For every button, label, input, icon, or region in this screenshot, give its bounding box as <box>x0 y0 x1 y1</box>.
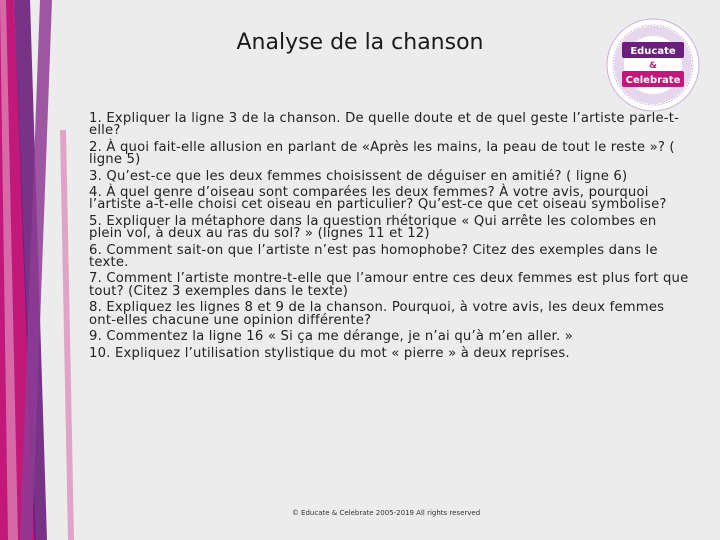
question-8: 8. Expliquez les lignes 8 et 9 de la chanson. Pourquoi, à votre avis, les deux femmes ont-elles chacune une opinion différente? <box>89 300 665 328</box>
ribbon-pink <box>60 130 74 540</box>
question-list <box>89 113 689 364</box>
copyright-footer: © Educate & Celebrate 2005-2019 All rights reserved <box>291 509 481 517</box>
question-10: 10. Expliquez l’utilisation stylistique du mot « pierre » à deux reprises. <box>89 345 570 361</box>
logo-amp: & <box>649 61 657 71</box>
question-6: 6. Comment sait-on que l’artiste n’est pas homophobe? Citez des exemples dans le texte. <box>89 242 658 271</box>
question-2: 2. À quoi fait-elle allusion en parlant de «Après les mains, la peau de tout le reste »? ( ligne 5) <box>89 139 675 168</box>
question-9: 9. Commentez la ligne 16 « Si ça me dérange, je n’ai qu’à m’en aller. » <box>89 329 573 345</box>
question-5: 5. Expliquer la métaphore dans la question rhétorique « Qui arrête les colombes en plein vol, à deux au ras du sol? » (lignes 11 et 12) <box>89 213 657 242</box>
question-3: 3. Qu’est-ce que les deux femmes choisissent de déguiser en amitié? ( ligne 6) <box>89 168 628 184</box>
educate-celebrate-logo <box>605 17 701 113</box>
question-7: 7. Comment l’artiste montre-t-elle que l’amour entre ces deux femmes est plus fort que tout? (Citez 3 exemples dans le texte) <box>89 271 689 299</box>
question-1: 1. Expliquer la ligne 3 de la chanson. De quelle doute et de quel geste l’artiste parle-t-elle? <box>89 111 680 139</box>
slide-title: Analyse de la chanson <box>236 30 484 55</box>
question-4: 4. À quel genre d’oiseau sont comparées les deux femmes? À votre avis, pourquoi l’artiste a-t-elle choisi cet oiseau en particulier? Qu’est-ce que cet oiseau symbolise? <box>89 185 667 213</box>
logo-line1: Educate <box>630 46 676 57</box>
logo-line2: Celebrate <box>625 75 681 86</box>
